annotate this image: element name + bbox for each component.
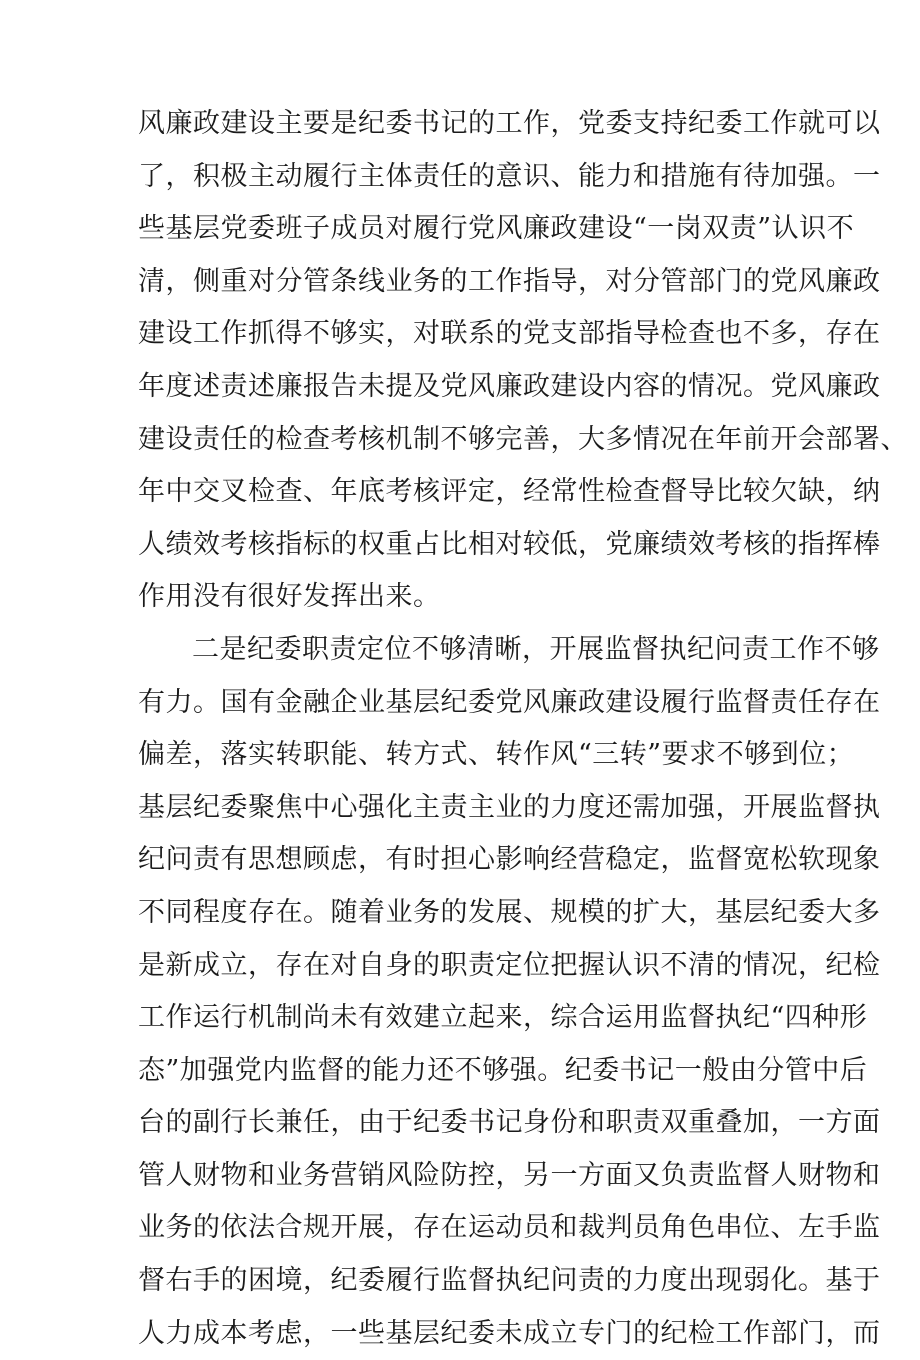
text-line: 人绩效考核指标的权重占比相对较低，党廉绩效考核的指挥棒 [138, 528, 881, 560]
text-line: 督右手的困境，纪委履行监督执纪问责的力度出现弱化。基于 [138, 1265, 881, 1297]
text-line: 不同程度存在。随着业务的发展、规模的扩大，基层纪委大多 [138, 896, 881, 928]
text-line: 些基层党委班子成员对履行党风廉政建设“一岗双责”认识不 [138, 213, 855, 245]
paragraph-1 [138, 98, 908, 624]
text-line: 台的副行长兼任，由于纪委书记身份和职责双重叠加，一方面 [138, 1107, 881, 1139]
text-line: 管人财物和业务营销风险防控，另一方面又负责监督人财物和 [138, 1159, 881, 1191]
text-line: 建设工作抓得不够实，对联系的党支部指导检查也不多，存在 [138, 318, 881, 350]
paragraph-2 [138, 624, 881, 1360]
text-line: 风廉政建设主要是纪委书记的工作，党委支持纪委工作就可以 [138, 108, 881, 139]
text-line: 有力。国有金融企业基层纪委党风廉政建设履行监督责任存在 [138, 686, 881, 718]
text-line: 年中交叉检查、年底考核评定，经常性检查督导比较欠缺，纳 [138, 476, 881, 508]
text-line: 态”加强党内监督的能力还不够强。纪委书记一般由分管中后 [138, 1054, 868, 1086]
text-line: 偏差，落实转职能、转方式、转作风“三转”要求不够到位； [138, 739, 855, 771]
text-line: 工作运行机制尚未有效建立起来，综合运用监督执纪“四种形 [138, 1002, 868, 1034]
text-line: 二是纪委职责定位不够清晰，开展监督执纪问责工作不够 [192, 633, 880, 665]
text-line: 建设责任的检查考核机制不够完善，大多情况在年前开会部署、 [138, 423, 908, 455]
text-line: 年度述责述廉报告未提及党风廉政建设内容的情况。党风廉政 [138, 370, 881, 402]
text-line: 是新成立，存在对自身的职责定位把握认识不清的情况，纪检 [138, 949, 881, 981]
text-line: 作用没有很好发挥出来。 [138, 581, 441, 613]
document-body [138, 98, 908, 1360]
text-line: 基层纪委聚焦中心强化主责主业的力度还需加强，开展监督执 [138, 791, 881, 823]
text-line: 了，积极主动履行主体责任的意识、能力和措施有待加强。一 [138, 160, 881, 192]
text-line: 清，侧重对分管条线业务的工作指导，对分管部门的党风廉政 [138, 265, 881, 297]
text-line: 纪问责有思想顾虑，有时担心影响经营稳定，监督宽松软现象 [138, 844, 881, 876]
text-line: 人力成本考虑，一些基层纪委未成立专门的纪检工作部门，而 [138, 1317, 881, 1349]
text-line: 业务的依法合规开展，存在运动员和裁判员角色串位、左手监 [138, 1212, 881, 1244]
